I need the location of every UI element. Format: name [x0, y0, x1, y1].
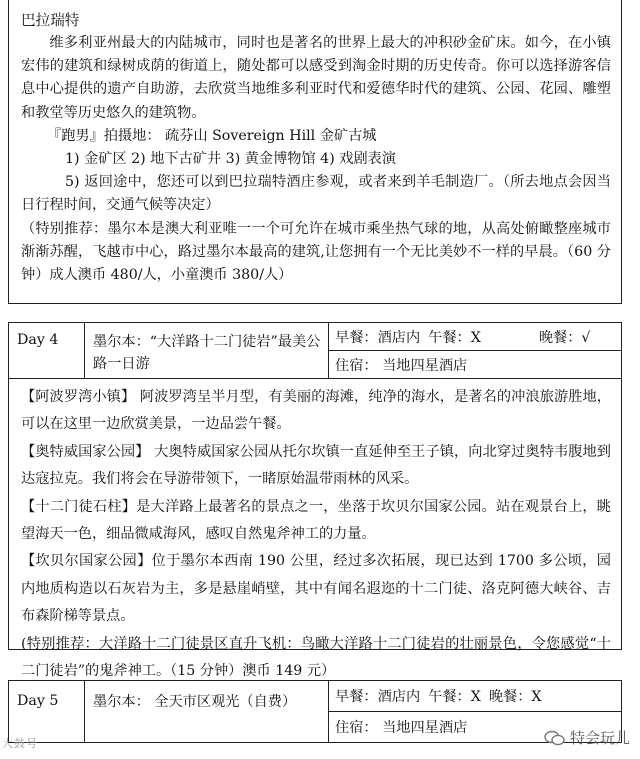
day4-header — [8, 322, 622, 379]
day4-hotel: 住宿： 当地四星酒店 — [335, 357, 468, 374]
watermark-right — [544, 727, 630, 748]
special-recommendation: （特别推荐：墨尔本是澳大利亚唯一一个可允许在城市乘坐热气球的地，从高处俯瞰整座城市渐渐苏醒，飞越市中心，路过墨尔本最高的建筑,让您拥有一个无比美妙不一样的早晨。（60 分钟）成人澳币 480/人，小童澳币 380/人） — [21, 220, 611, 284]
day5-breakfast: 早餐：酒店内 — [335, 689, 421, 705]
day5-lunch: 午餐：X — [428, 689, 481, 705]
day4-details — [8, 378, 622, 680]
day4-title: 墨尔本：“大洋路十二门徒岩”最美公路一日游 — [85, 323, 329, 378]
day5-header — [8, 680, 622, 743]
attraction-list: 1) 金矿区 2) 地下古矿井 3) 黄金博物馆 4) 戏剧表演 — [65, 151, 397, 168]
wechat-icon — [544, 730, 566, 746]
return-note: 5) 返回途中，您还可以到巴拉瑞特酒庄参观，或者来到羊毛制造厂。（所去地点会因当日行程时间，交通气候等决定） — [21, 174, 611, 214]
helicopter-recommendation: (特别推荐：大洋路十二门徒景区直升飞机：鸟瞰大洋路十二门徒岩的壮丽景色，令您感觉“十二门徒岩”的鬼斧神工。（15 分钟）澳币 149 元） — [21, 635, 611, 680]
day5-meal-row — [329, 681, 621, 711]
apollo-bay-paragraph: 【阿波罗湾小镇】 阿波罗湾呈半月型，有美丽的海滩，纯净的海水，是著名的冲浪旅游胜地，可以在这里一边欣赏美景，一边品尝午餐。 — [21, 389, 611, 433]
day4-hotel-row — [329, 350, 621, 378]
day4-breakfast: 早餐：酒店内 — [335, 329, 421, 346]
day5-hotel: 住宿： 当地四星酒店 — [335, 720, 468, 736]
section-title: 巴拉瑞特 — [21, 12, 80, 29]
ballarat-section — [8, 0, 622, 304]
filming-location: 『跑男』拍摄地： 疏芬山 Sovereign Hill 金矿古城 — [47, 127, 377, 144]
ballarat-intro: 维多利亚州最大的内陆城市，同时也是著名的世界上最大的冲积砂金矿床。如今，在小镇宏伟的建筑和绿树成荫的街道上，随处都可以感受到淘金时期的历史传奇。你可以选择游客信息中心提供的遗产自助游，去欣赏当地维多利亚时代和爱德华时代的建筑、公园、花园、雕塑和教堂等历史悠久的建筑物。 — [21, 35, 611, 121]
twelve-apostles-paragraph: 【十二门徒石柱】是大洋路上最著名的景点之一，坐落于坎贝尔国家公园。站在观景台上，眺望海天一色，细品微咸海风，感叹自然鬼斧神工的力量。 — [21, 498, 611, 543]
otway-paragraph: 【奥特威国家公园】 大奥特威国家公园从托尔坎镇一直延伸至王子镇，向北穿过奥特韦腹地到达寇拉克。我们将会在导游带领下，一睹原始温带雨林的风采。 — [21, 443, 611, 488]
watermark-left — [2, 735, 38, 751]
day4-label: Day 4 — [9, 323, 85, 378]
campbell-park-paragraph: 【坎贝尔国家公园】位于墨尔本西南 190 公里，经过多次拓展，现已达到 1700 多公顷，园内地质构造以石灰岩为主，多是悬崖峭壁，其中有闻名遐迩的十二门徒、洛克阿德大峡谷、吉布森阶梯等景点。 — [21, 553, 611, 625]
day4-dinner: 晚餐：√ — [538, 329, 591, 346]
watermark-right-text: 特会玩儿 — [569, 729, 630, 747]
day5-title: 墨尔本： 全天市区观光（自费） — [85, 681, 329, 742]
day4-lunch: 午餐：X — [428, 329, 481, 346]
day4-meals — [329, 323, 621, 378]
day5-label: Day 5 — [9, 681, 85, 742]
day5-dinner: 晚餐：X — [488, 689, 542, 705]
day4-meal-row — [329, 323, 621, 350]
watermark-left-text: 大鼓号 — [2, 737, 38, 750]
